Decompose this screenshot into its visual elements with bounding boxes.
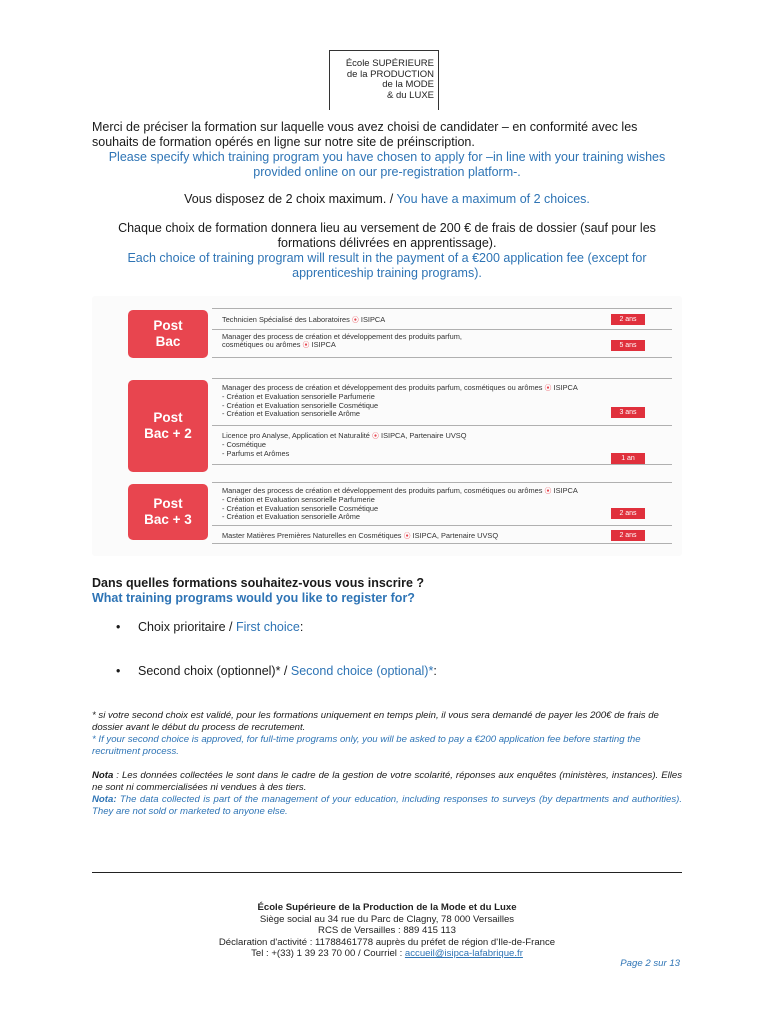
divider [212, 482, 672, 483]
level-label: Bac + 2 [144, 426, 192, 441]
nota-en: The data collected is part of the management of your education, including responses to surveys (by departments and authorities). They are not sold or marketed to anyone else. [92, 794, 682, 817]
divider [212, 525, 672, 526]
program-title: Licence pro Analyse, Application et Naturalité [222, 431, 370, 440]
footer-phone: Tel : +(33) 1 39 23 70 00 / Courriel : [251, 948, 405, 959]
program-item [222, 532, 642, 541]
program-school: ISIPCA, Partenaire UVSQ [381, 431, 467, 440]
program-sub: - Création et Evaluation sensorielle Parfumerie [222, 392, 375, 402]
question-en: What training programs would you like to register for? [92, 591, 415, 605]
location-pin-icon: ⦿ [403, 533, 411, 540]
first-choice-en: First choice [235, 620, 300, 634]
footer-contact [92, 948, 682, 960]
program-sub: - Création et Evaluation sensorielle Parfumerie [222, 495, 375, 505]
footer-address: Siège social au 34 rue du Parc de Clagny, 78 000 Versailles [259, 913, 515, 925]
level-post-bac [128, 310, 208, 358]
program-title: Manager des process de création et développement des produits parfum, cosmétiques ou arômes [222, 383, 543, 392]
divider [212, 425, 672, 426]
program-title: Manager des process de création et développement des produits parfum, cosmétiques ou arômes [222, 486, 543, 495]
program-title: Technicien Spécialisé des Laboratoires [222, 315, 350, 324]
footer-email-link[interactable]: accueil@isipca-lafabrique.fr [404, 948, 523, 959]
program-school: ISIPCA [360, 315, 386, 324]
program-sub: - Parfums et Arômes [222, 448, 290, 458]
first-choice-field[interactable] [116, 620, 303, 635]
divider [212, 329, 672, 330]
intro-section [92, 120, 682, 281]
location-pin-icon: ⦿ [371, 433, 379, 440]
duration-badge: 2 ans [611, 508, 645, 519]
question-fr: Dans quelles formations souhaitez-vous vous inscrire ? [92, 576, 425, 590]
level-label: Bac + 3 [144, 512, 192, 527]
location-pin-icon: ⦿ [351, 317, 359, 324]
program-sub: - Création et Evaluation sensorielle Arôme [222, 409, 361, 419]
divider [212, 378, 672, 379]
level-label: Post [153, 318, 183, 333]
footer-declaration: Déclaration d'activité : 11788461778 auprès du préfet de région d'Ile-de-France [218, 936, 556, 948]
second-choice-colon: : [433, 664, 437, 678]
program-sub: - Cosmétique [222, 440, 266, 450]
logo-line-1: École SUPÉRIEURE [345, 58, 434, 69]
program-school: ISIPCA [553, 383, 578, 392]
first-choice-colon: : [299, 620, 304, 634]
second-choice-fr: Second choix (optionnel)* / [138, 664, 291, 678]
program-sub: - Création et Evaluation sensorielle Cosmétique [222, 400, 379, 410]
choices-max-fr: Vous disposez de 2 choix maximum. / [184, 192, 397, 206]
nota-label-fr: Nota [92, 770, 114, 781]
level-label: Post [153, 496, 183, 511]
bullet: • [116, 664, 121, 678]
divider [212, 464, 672, 465]
first-choice-fr: Choix prioritaire / [138, 620, 236, 634]
divider [212, 308, 672, 309]
footer-rcs: RCS de Versailles : 889 415 113 [318, 925, 456, 936]
program-title: Master Matières Premières Naturelles en Cosmétiques [222, 531, 402, 540]
program-school: ISIPCA [553, 486, 578, 495]
program-item [222, 333, 492, 351]
bullet: • [116, 620, 121, 634]
location-pin-icon: ⦿ [302, 342, 310, 350]
level-label: Bac [155, 334, 181, 349]
program-sub: - Création et Evaluation sensorielle Cosmétique [222, 503, 379, 513]
footer-school-name: École Supérieure de la Production de la Mode et du Luxe [257, 902, 517, 913]
program-item [222, 316, 642, 325]
intro-fr-1: Merci de préciser la formation sur laquelle vous avez choisi de candidater – en conformité avec les souhaits de formation opérés en ligne sur notre site de préinscription. [92, 120, 638, 149]
page-number: Page 2 sur 13 [620, 958, 680, 969]
intro-en-1: Please specify which training program you have chosen to apply for –in line with your training wishes provided online on our pre-registration platform-. [108, 150, 666, 179]
data-notice [92, 770, 682, 818]
second-choice-en: Second choice (optional)* [290, 664, 434, 678]
program-sub: - Création et Evaluation sensorielle Arôme [222, 512, 361, 522]
duration-badge: 3 ans [611, 407, 645, 418]
divider [212, 543, 672, 544]
duration-badge: 1 an [611, 453, 645, 464]
level-label: Post [153, 410, 183, 425]
location-pin-icon: ⦿ [544, 488, 552, 495]
program-item [222, 384, 642, 419]
footnote [92, 710, 682, 758]
program-school: ISIPCA [311, 340, 336, 350]
logo-line-4: & du LUXE [387, 89, 434, 101]
second-choice-field[interactable] [116, 664, 437, 679]
question-heading [92, 576, 682, 606]
duration-badge: 2 ans [611, 530, 645, 541]
logo-line-3: de la MODE [382, 79, 434, 90]
program-school: ISIPCA, Partenaire UVSQ [412, 531, 499, 540]
footnote-en: * If your second choice is approved, for full-time programs only, you will be asked to pay a €200 application fee before starting the recruitment process. [92, 734, 641, 757]
footer-divider [92, 872, 682, 873]
school-logo [329, 50, 439, 110]
program-title: Manager des process de création et développement des produits parfum, cosmétiques ou arômes [222, 332, 462, 350]
fee-fr: Chaque choix de formation donnera lieu au versement de 200 € de frais de dossier (sauf pour les formations délivrées en apprentissage). [118, 221, 656, 250]
fee-en: Each choice of training program will result in the payment of a €200 application fee (except for apprenticeship training programs). [127, 251, 647, 280]
footer [92, 902, 682, 960]
nota-fr: : Les données collectées le sont dans le cadre de la gestion de votre scolarité, réponses aux enquêtes (ministères, instances). Elles ne sont ni commercialisées ni vendues à des tiers. [92, 770, 682, 793]
level-post-bac-3 [128, 484, 208, 540]
choices-max-en: You have a maximum of 2 choices. [396, 192, 590, 206]
program-item [222, 487, 642, 522]
footnote-fr: * si votre second choix est validé, pour les formations uniquement en temps plein, il vous sera demandé de payer les 200€ de frais de dossier avant le début du process de recrutement. [92, 710, 659, 733]
nota-label-en: Nota: [92, 794, 117, 805]
programs-overview [92, 296, 682, 556]
program-item [222, 432, 642, 458]
divider [212, 357, 672, 358]
location-pin-icon: ⦿ [544, 385, 552, 392]
level-post-bac-2 [128, 380, 208, 472]
duration-badge: 2 ans [611, 314, 645, 325]
duration-badge: 5 ans [611, 340, 645, 351]
logo-line-2: de la PRODUCTION [346, 68, 434, 80]
